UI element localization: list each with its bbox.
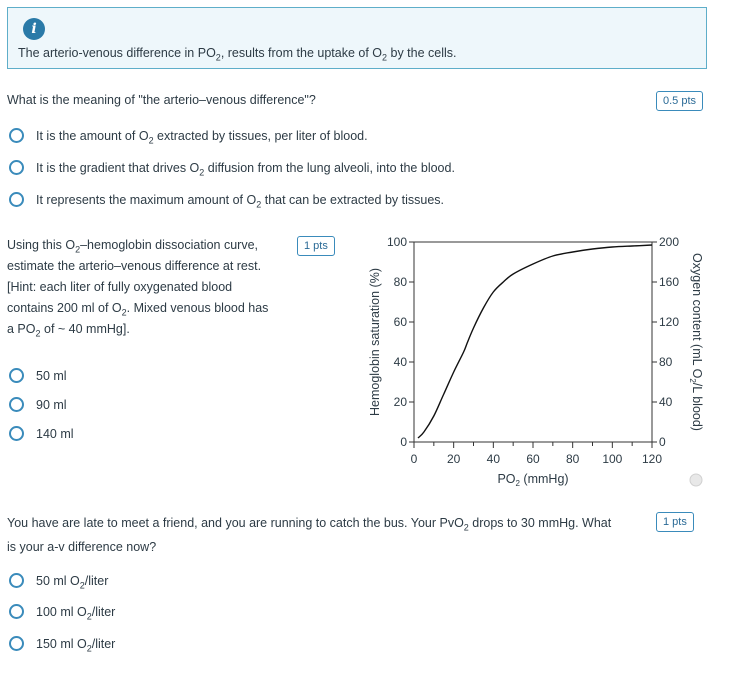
y2-tick-label: 160 bbox=[659, 275, 680, 289]
y2-tick-label: 40 bbox=[659, 395, 673, 409]
radio-button[interactable] bbox=[9, 368, 24, 383]
q2-option-1-label: 50 ml bbox=[36, 368, 67, 383]
y-tick-label: 60 bbox=[393, 315, 407, 329]
x-tick-label: 80 bbox=[565, 452, 580, 466]
y2-axis-label: Oxygen content (mL $O_2/L$ blood) bbox=[688, 253, 704, 431]
q2-line-5: a $PO_2$ of ~ 40 mmHg]. bbox=[7, 322, 130, 339]
q3-option-3[interactable] bbox=[9, 636, 115, 651]
info-banner bbox=[7, 7, 707, 69]
q3-line-1: You have are late to meet a friend, and you are running to catch the bus. Your PvO$_2$ drops to 30 mmHg. What bbox=[7, 516, 612, 533]
q3-option-2[interactable] bbox=[9, 604, 115, 619]
y-tick-label: 100 bbox=[386, 235, 407, 249]
question-2-text bbox=[7, 235, 268, 340]
q3-option-2-label: 100 ml $O_2$/liter bbox=[36, 604, 116, 621]
radio-button[interactable] bbox=[9, 604, 24, 619]
y2-tick-label: 80 bbox=[659, 355, 673, 369]
y-tick-label: 80 bbox=[393, 275, 407, 289]
x-tick-label: 120 bbox=[641, 452, 663, 466]
x-tick-label: 0 bbox=[410, 452, 418, 466]
dissociation-curve-line bbox=[418, 245, 652, 438]
info-icon: i bbox=[23, 18, 45, 40]
watermark-icon bbox=[690, 474, 702, 486]
radio-button[interactable] bbox=[9, 397, 24, 412]
y2-tick-label: 0 bbox=[659, 435, 666, 449]
radio-button[interactable] bbox=[9, 573, 24, 588]
q2-option-2[interactable] bbox=[9, 397, 67, 412]
radio-button[interactable] bbox=[9, 128, 24, 143]
x-tick-label: 60 bbox=[526, 452, 540, 466]
q3-option-1[interactable] bbox=[9, 573, 108, 588]
q3-line-2: is your a-v difference now? bbox=[7, 540, 157, 554]
q2-option-3-label: 140 ml bbox=[36, 426, 74, 441]
radio-button[interactable] bbox=[9, 160, 24, 175]
y2-tick-label: 200 bbox=[659, 235, 680, 249]
question-1-text: What is the meaning of "the arterio–venous difference"? bbox=[7, 93, 316, 107]
x-tick-label: 40 bbox=[486, 452, 501, 466]
radio-button[interactable] bbox=[9, 192, 24, 207]
plot-area bbox=[414, 242, 652, 442]
q1-option-1[interactable] bbox=[9, 128, 368, 143]
q2-line-1: Using this $O_2$–hemoglobin dissociation curve, bbox=[7, 238, 258, 255]
question-1-points: 0.5 pts bbox=[656, 91, 703, 111]
y-tick-label: 20 bbox=[393, 395, 407, 409]
x-tick-label: 100 bbox=[602, 452, 623, 466]
x-axis-label: $PO_2$ (mmHg) bbox=[497, 472, 569, 488]
q3-option-1-label: 50 ml $O_2$/liter bbox=[36, 573, 109, 590]
q2-option-3[interactable] bbox=[9, 426, 74, 441]
y-tick-label: 40 bbox=[393, 355, 407, 369]
q1-option-2[interactable] bbox=[9, 160, 455, 175]
q2-line-4: contains 200 ml of $O_2$. Mixed venous blood has bbox=[7, 301, 269, 318]
q2-line-3: [Hint: each liter of fully oxygenated blood bbox=[7, 280, 233, 294]
question-3-text bbox=[7, 511, 611, 559]
radio-button[interactable] bbox=[9, 426, 24, 441]
q2-line-2: estimate the arterio–venous difference at rest. bbox=[7, 259, 262, 273]
radio-button[interactable] bbox=[9, 636, 24, 651]
x-tick-label: 20 bbox=[446, 452, 461, 466]
q2-option-1[interactable] bbox=[9, 368, 67, 383]
y-axis-label: Hemoglobin saturation (%) bbox=[368, 268, 382, 416]
q1-option-2-label: It is the gradient that drives $O_2$ diffusion from the lung alveoli, into the blood. bbox=[36, 160, 455, 177]
y2-tick-label: 120 bbox=[659, 315, 680, 329]
q3-option-3-label: 150 ml $O_2$/liter bbox=[36, 636, 116, 653]
y-tick-label: 0 bbox=[400, 435, 407, 449]
q2-option-2-label: 90 ml bbox=[36, 397, 67, 412]
q1-option-3-label: It represents the maximum amount of $O_2$ that can be extracted by tissues. bbox=[36, 192, 444, 209]
question-2-points: 1 pts bbox=[297, 236, 335, 256]
q1-option-3[interactable] bbox=[9, 192, 444, 207]
info-text: The arterio-venous difference in $PO_2$, results from the uptake of $O_2$ by the cells. bbox=[18, 46, 457, 63]
q1-option-1-label: It is the amount of $O_2$ extracted by tissues, per liter of blood. bbox=[36, 128, 368, 145]
question-3-points: 1 pts bbox=[656, 512, 694, 532]
dissociation-curve-chart bbox=[360, 228, 720, 500]
